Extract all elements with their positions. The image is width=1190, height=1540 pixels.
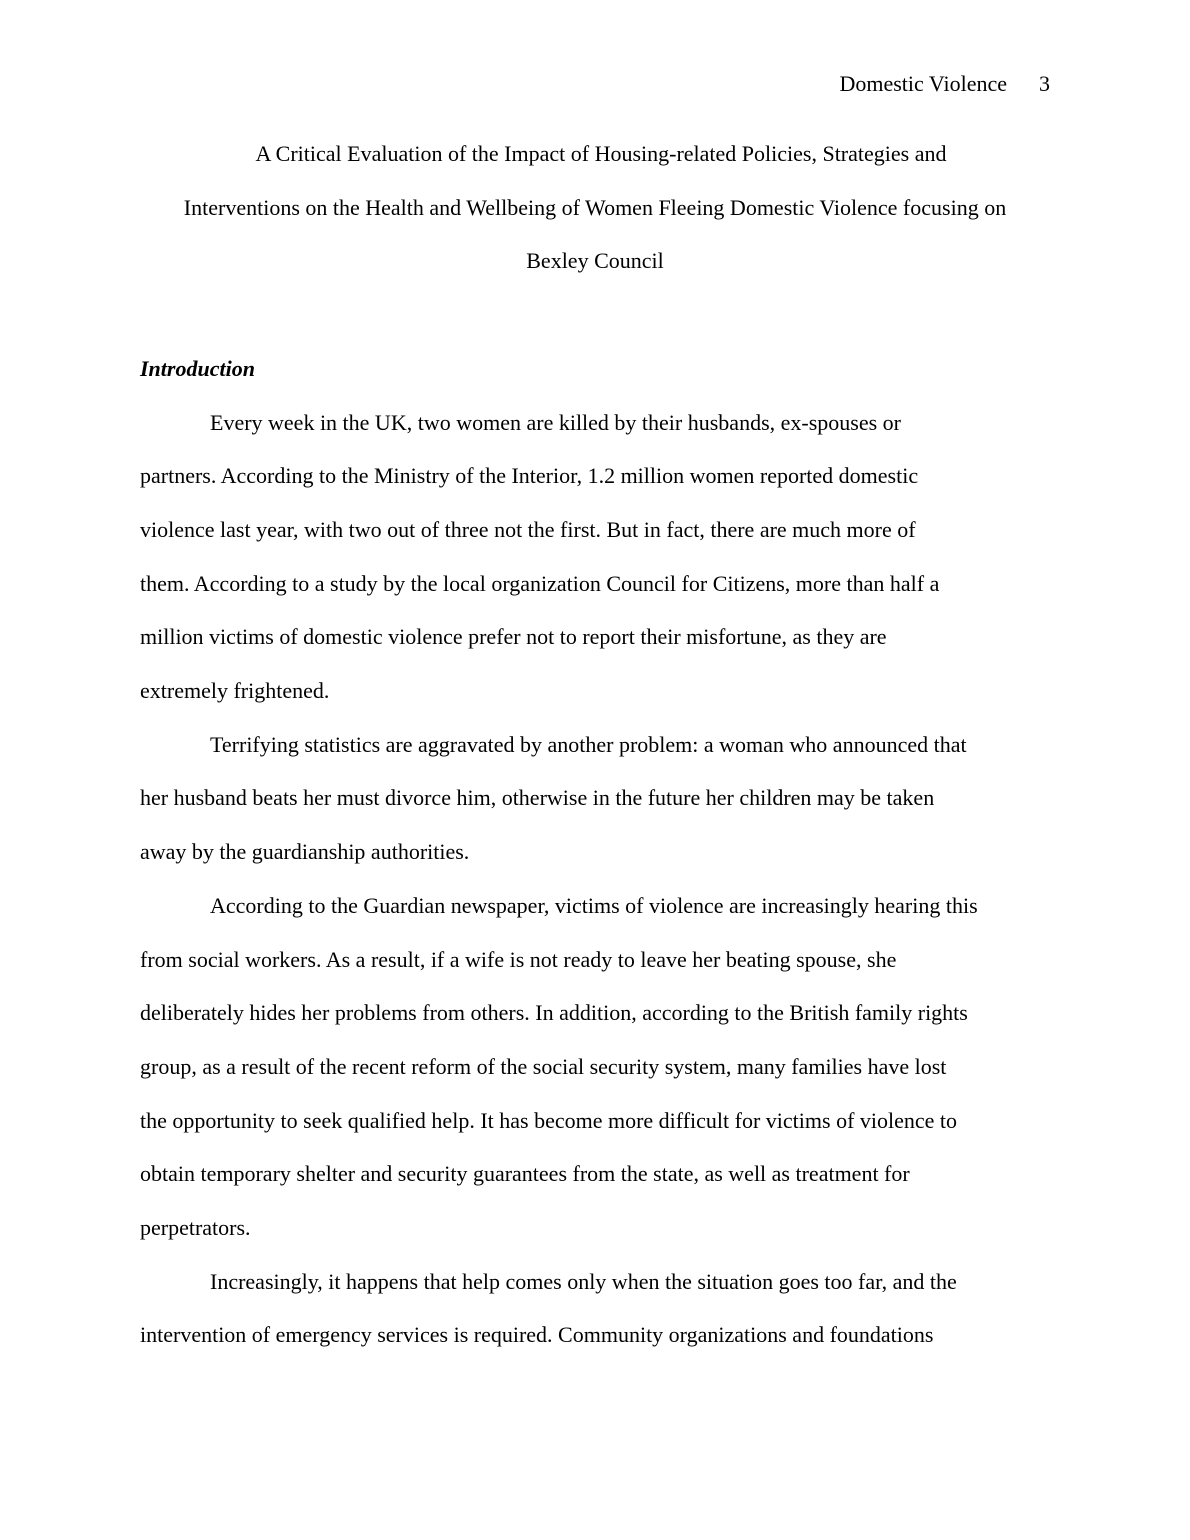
paragraph-line: deliberately hides her problems from others. In addition, according to the British family rights bbox=[140, 1000, 968, 1026]
paragraph bbox=[140, 718, 1050, 879]
paragraph-line: away by the guardianship authorities. bbox=[140, 839, 470, 865]
page-number: 3 bbox=[1039, 71, 1050, 96]
paragraph bbox=[140, 396, 1050, 718]
paragraph-line: Terrifying statistics are aggravated by another problem: a woman who announced that bbox=[210, 731, 967, 757]
running-head bbox=[839, 70, 1050, 98]
paragraph-line: extremely frightened. bbox=[140, 678, 330, 704]
paragraph-line: obtain temporary shelter and security guarantees from the state, as well as treatment for bbox=[140, 1161, 910, 1187]
blank-line bbox=[140, 288, 1050, 342]
paragraph bbox=[140, 1255, 1050, 1362]
paragraph-line: intervention of emergency services is required. Community organizations and foundations bbox=[140, 1322, 934, 1348]
title-line: Interventions on the Health and Wellbeing of Women Fleeing Domestic Violence focusing on bbox=[183, 194, 1007, 220]
paragraph-line: perpetrators. bbox=[140, 1215, 251, 1241]
title-line: Bexley Council bbox=[526, 248, 664, 274]
title-line: A Critical Evaluation of the Impact of Housing-related Policies, Strategies and bbox=[255, 141, 947, 166]
paragraph-line: from social workers. As a result, if a wife is not ready to leave her beating spouse, she bbox=[140, 946, 897, 972]
paragraph-line: group, as a result of the recent reform of the social security system, many families have lost bbox=[140, 1053, 947, 1079]
section-heading: Introduction bbox=[140, 355, 255, 381]
paragraph-line: the opportunity to seek qualified help. It has become more difficult for victims of violence to bbox=[140, 1107, 958, 1133]
document-body bbox=[140, 127, 1050, 1362]
paragraph-line: violence last year, with two out of three not the first. But in fact, there are much more of bbox=[140, 516, 916, 542]
paragraph-line: million victims of domestic violence prefer not to report their misfortune, as they are bbox=[140, 624, 887, 650]
paragraph-line: partners. According to the Ministry of the Interior, 1.2 million women reported domestic bbox=[140, 463, 919, 489]
paragraph bbox=[140, 879, 1050, 1255]
document-title bbox=[140, 127, 1050, 288]
running-title: Domestic Violence bbox=[839, 71, 1007, 96]
paragraph-line: Every week in the UK, two women are killed by their husbands, ex-spouses or bbox=[210, 409, 902, 435]
paragraph-line: her husband beats her must divorce him, otherwise in the future her children may be taken bbox=[140, 785, 935, 811]
paragraph-line: Increasingly, it happens that help comes only when the situation goes too far, and the bbox=[210, 1268, 957, 1294]
paragraph-line: them. According to a study by the local organization Council for Citizens, more than half a bbox=[140, 570, 940, 596]
paragraph-line: According to the Guardian newspaper, victims of violence are increasingly hearing this bbox=[210, 892, 978, 918]
